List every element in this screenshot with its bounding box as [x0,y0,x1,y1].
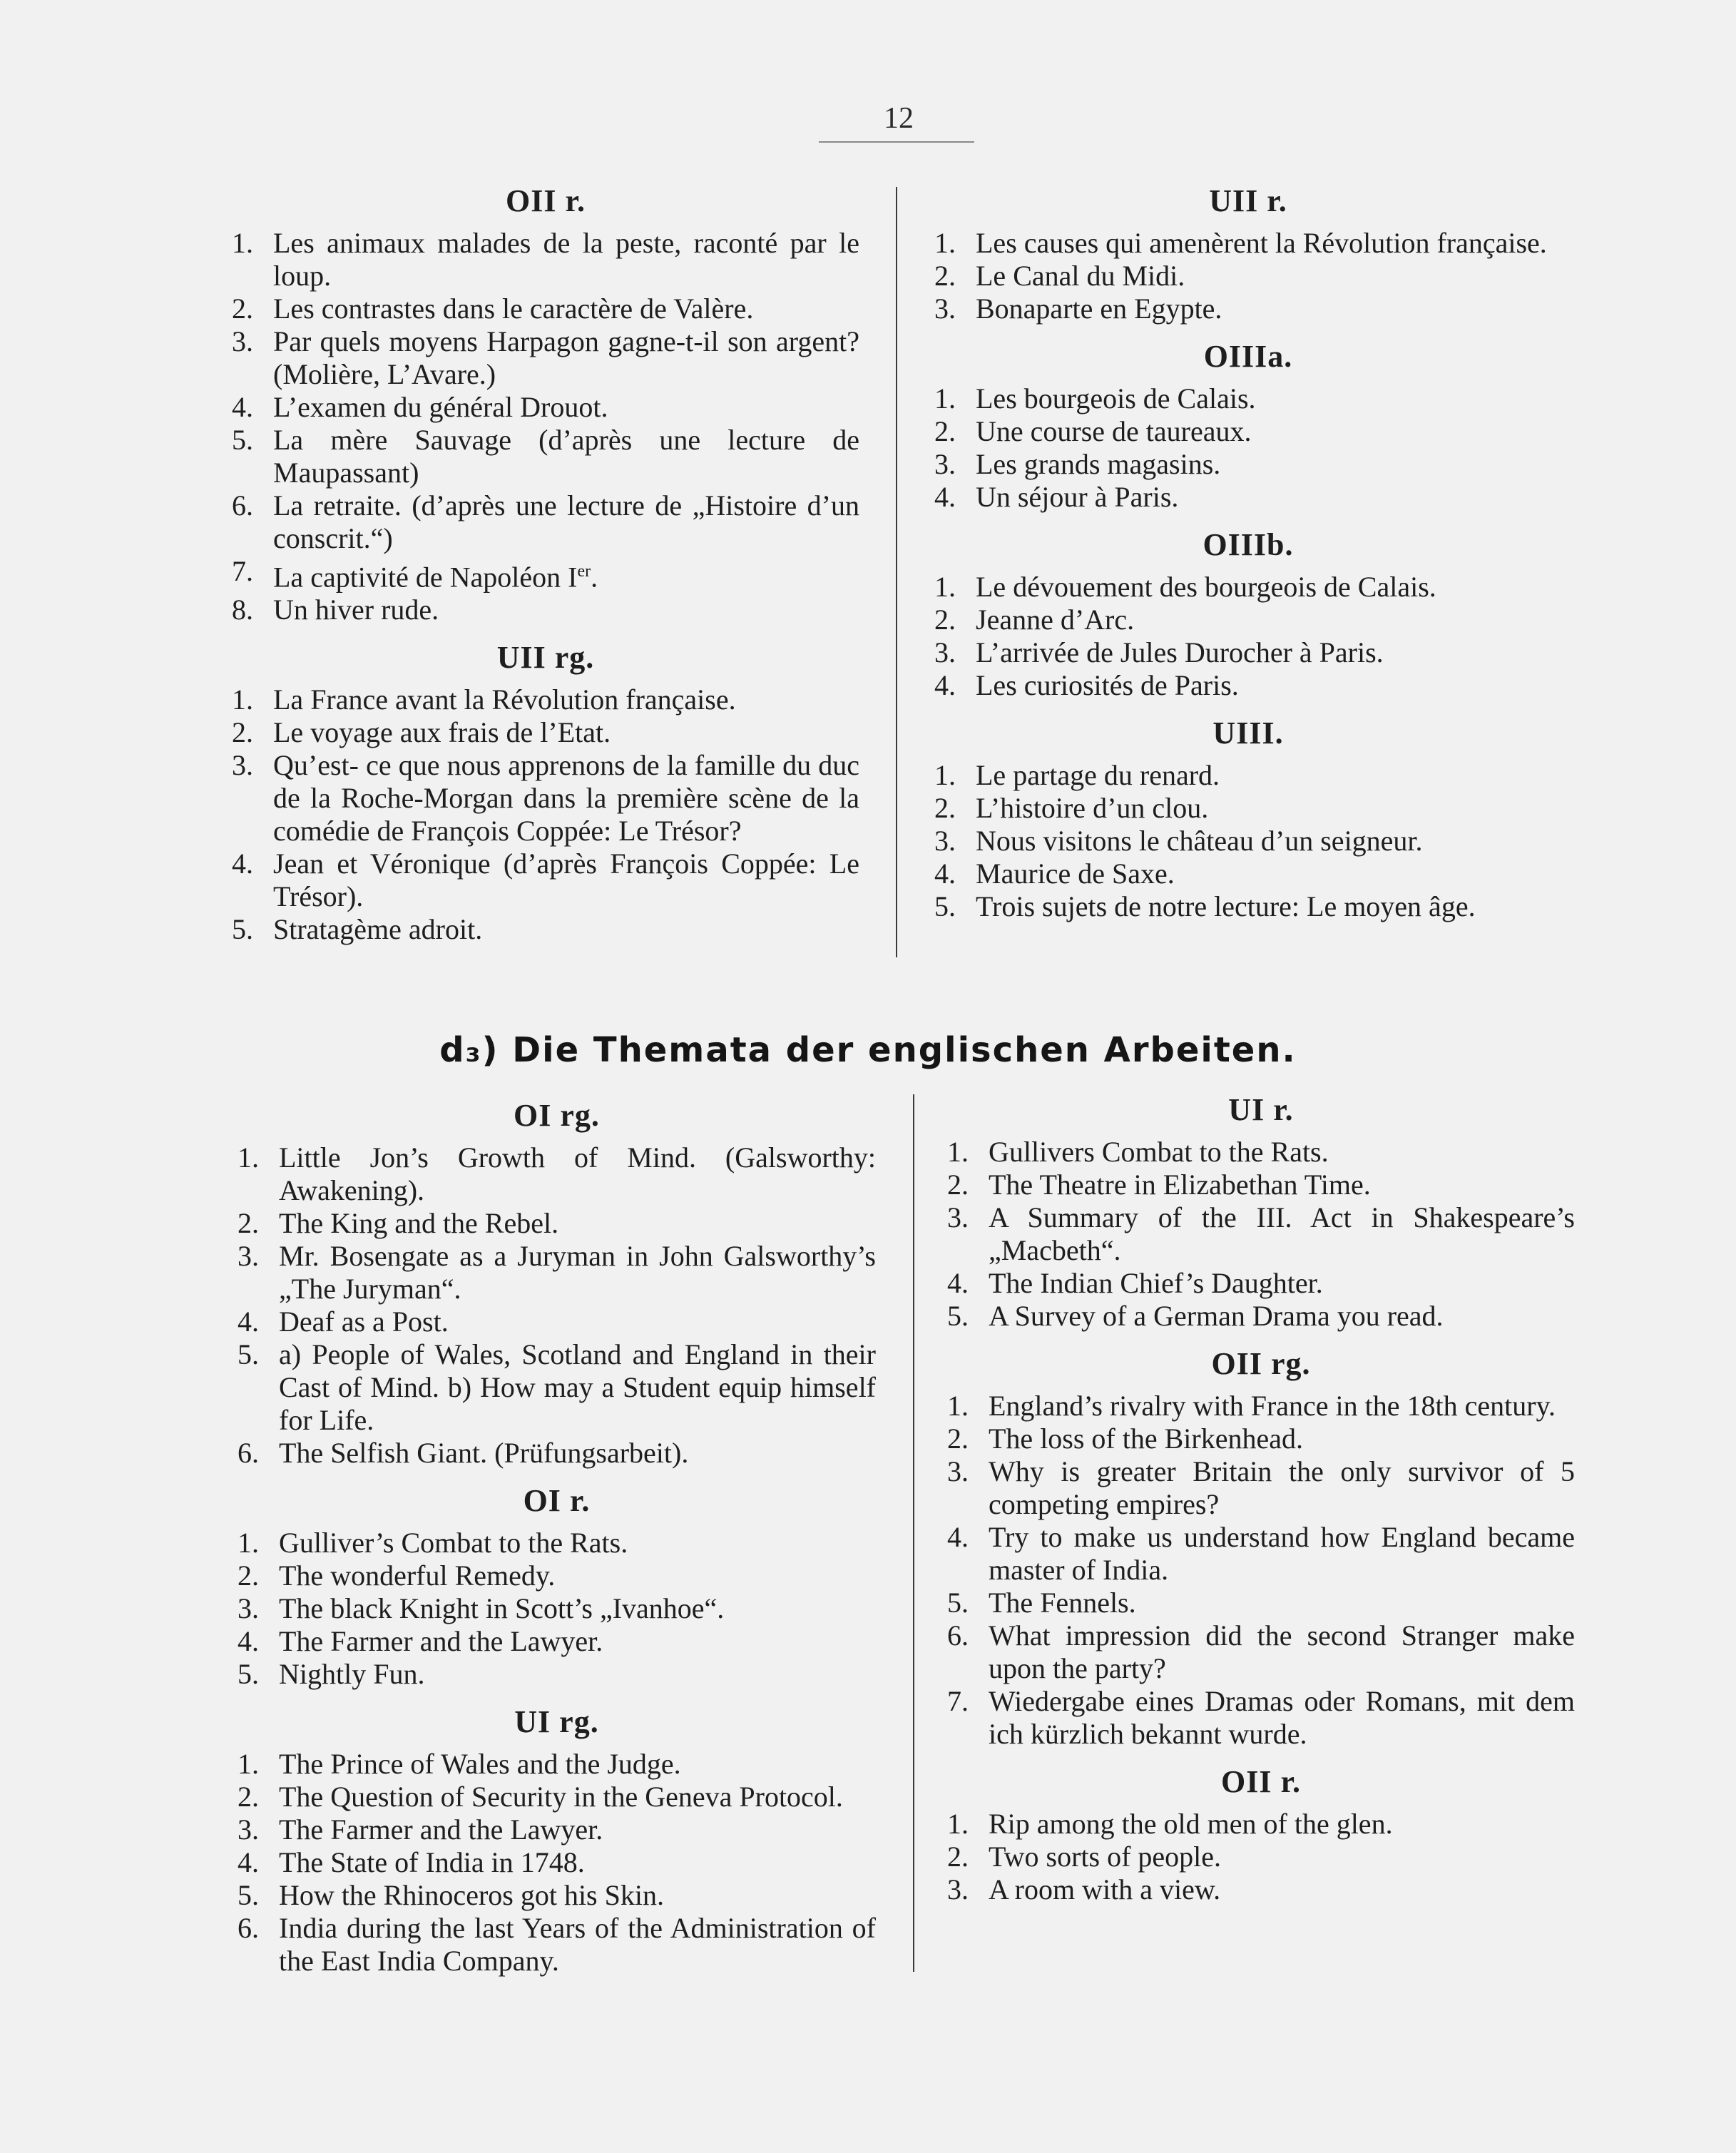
item-text [273,424,859,489]
item-text [976,260,1562,292]
item-text-value: Two sorts of people. [989,1841,1222,1873]
item-number: 2. [947,1422,969,1455]
item-number: 4. [232,848,253,880]
item-text [976,636,1562,669]
item-text-value: The Theatre in Elizabethan Time. [989,1169,1371,1201]
item-text [989,1685,1575,1751]
item-number: 3. [238,1592,259,1624]
item-text [273,391,859,424]
section-gap [238,1691,876,1701]
item-number: 1. [238,1141,259,1174]
english-section-title: d₃) Die Themata der englischen Arbeiten. [439,1030,1297,1070]
list-item [232,227,859,292]
item-number: 1. [947,1390,969,1422]
list-item [947,1685,1575,1751]
item-text-value: L’examen du général Drouot. [273,391,608,423]
item-number: 6. [238,1912,259,1944]
item-text-value: Deaf as a Post. [279,1305,449,1338]
item-text-value: La mère Sauvage (d’après une lecture de Maupassant) [273,424,859,489]
item-text [273,913,859,946]
item-number: 2. [238,1559,259,1592]
item-text [976,382,1562,415]
section-gap [232,626,859,636]
item-number: 3. [947,1455,969,1487]
item-number: 3. [238,1240,259,1272]
list-item [947,1201,1575,1267]
item-text-value: England’s rivalry with France in the 18th century. [989,1390,1556,1422]
item-text-value: The Question of Security in the Geneva Protocol. [279,1781,843,1813]
column-divider [896,187,897,957]
list-item [238,1141,876,1207]
item-number: 5. [238,1338,259,1370]
item-text [273,683,859,716]
list-item [934,825,1562,857]
item-text-value: Par quels moyens Harpagon gagne-t-il son argent? (Molière, L’Avare.) [273,325,859,390]
item-text-value: Les curiosités de Paris. [976,669,1239,701]
list-item [232,555,859,594]
list-item [238,1305,876,1338]
item-text [989,1267,1575,1300]
item-text [976,292,1562,325]
item-text-value: The Farmer and the Lawyer. [279,1625,603,1657]
item-number: 4. [947,1267,969,1299]
list-item [934,448,1562,481]
list-item [934,571,1562,604]
item-text [989,1521,1575,1587]
item-number: 1. [238,1527,259,1559]
section-heading: UI rg. [514,1704,599,1739]
item-number: 3. [232,325,253,357]
list-item [238,1592,876,1625]
list-item [238,1437,876,1470]
item-number: 5. [238,1658,259,1690]
item-text-value: Bonaparte en Egypte. [976,292,1222,325]
item-number: 7. [232,555,253,587]
section-heading: OIIIb. [1203,527,1294,562]
item-text [989,1808,1575,1841]
item-text [279,1559,876,1592]
item-text-value: Mr. Bosengate as a Juryman in John Galsworthy’s „The Juryman“. [279,1240,876,1305]
list-item [947,1300,1575,1333]
item-text-value: La France avant la Révolution française. [273,683,736,716]
item-number: 5. [232,424,253,456]
item-text-value: Gulliver’s Combat to the Rats. [279,1527,628,1559]
item-number: 4. [232,391,253,423]
item-text [279,1879,876,1912]
list-item [947,1267,1575,1300]
item-text-value: A Survey of a German Drama you read. [989,1300,1444,1332]
list-item [934,890,1562,923]
item-text-value: La retraite. (d’après une lecture de „Histoire d’un conscrit.“) [273,489,859,554]
section-heading: OIIIa. [1203,339,1293,374]
item-number: 3. [232,749,253,782]
item-number: 3. [934,825,956,857]
item-text-value: Gullivers Combat to the Rats. [989,1136,1329,1168]
section-gap [934,325,1562,335]
list-item [232,913,859,946]
item-number: 1. [934,571,956,603]
item-number: 5. [238,1879,259,1911]
item-text-value: Rip among the old men of the glen. [989,1808,1393,1840]
list-item [934,669,1562,702]
page-number-rule [819,141,974,143]
list-item [947,1455,1575,1521]
item-text [279,1625,876,1658]
item-number: 2. [934,604,956,636]
item-number: 4. [947,1521,969,1553]
item-number: 6. [947,1619,969,1651]
item-text-value: Jeanne d’Arc. [976,604,1135,636]
item-number: 4. [238,1625,259,1657]
item-text [279,1912,876,1978]
item-text-value: The Farmer and the Lawyer. [279,1813,603,1846]
item-text [273,716,859,749]
section-heading: UII r. [1209,183,1287,218]
item-text-value: a) People of Wales, Scotland and England in their Cast of Mind. b) How may a Student equip himself for Life. [279,1338,876,1436]
list-item [934,260,1562,292]
item-text-value: The Selfish Giant. (Prüfungsarbeit). [279,1437,689,1469]
item-text-value: Little Jon’s Growth of Mind. (Galsworthy: Awakening). [279,1141,876,1206]
item-text [976,415,1562,448]
item-text [989,1873,1575,1906]
item-text [976,481,1562,514]
item-text-value: Trois sujets de notre lecture: Le moyen âge. [976,890,1476,922]
item-number: 6. [238,1437,259,1469]
item-number: 1. [934,382,956,414]
list-item [947,1169,1575,1201]
item-text-value: La captivité de Napoléon I [273,561,578,594]
item-text [976,669,1562,702]
item-number: 3. [947,1873,969,1905]
item-text [989,1300,1575,1333]
list-item [947,1841,1575,1873]
item-text-value: Maurice de Saxe. [976,857,1175,890]
item-text [279,1846,876,1879]
section-heading: UI r. [1228,1092,1294,1127]
item-text-value: Une course de taureaux. [976,415,1252,447]
item-text [279,1305,876,1338]
item-text [989,1455,1575,1521]
item-text-value: Le partage du renard. [976,759,1220,791]
item-number: 4. [934,481,956,513]
item-text-value: Stratagème adroit. [273,913,483,946]
item-text [279,1338,876,1437]
item-text [279,1781,876,1813]
item-text [976,448,1562,481]
list-item [238,1240,876,1305]
section-heading: UIII. [1212,716,1284,750]
item-number: 2. [934,260,956,292]
item-number: 3. [238,1813,259,1846]
item-number: 2. [238,1781,259,1813]
item-text [273,594,859,626]
item-text [273,848,859,913]
item-number: 2. [934,792,956,824]
item-text-value: Le Canal du Midi. [976,260,1185,292]
item-text [989,1169,1575,1201]
item-number: 1. [934,227,956,259]
item-text [273,555,859,594]
item-text [989,1619,1575,1685]
list-item [238,1879,876,1912]
list-item [232,749,859,848]
list-item [947,1521,1575,1587]
section-gap [947,1751,1575,1761]
list-item [934,792,1562,825]
list-item [934,636,1562,669]
section-gap [947,1333,1575,1343]
section-heading: OII r. [506,183,586,218]
item-text [279,1240,876,1305]
list-item [238,1527,876,1559]
item-text-value: The Prince of Wales and the Judge. [279,1748,681,1780]
item-text-value: Les causes qui amenèrent la Révolution française. [976,227,1547,259]
superscript: er [577,562,591,581]
list-item [238,1748,876,1781]
list-item [238,1625,876,1658]
item-text-value: The State of India in 1748. [279,1846,585,1878]
item-text-value: Jean et Véronique (d’après François Coppée: Le Trésor). [273,848,859,913]
english-right-column [947,1089,1575,1916]
item-text [279,1592,876,1625]
item-number: 1. [232,683,253,716]
item-text [279,1141,876,1207]
item-text [273,325,859,391]
item-text-value: How the Rhinoceros got his Skin. [279,1879,664,1911]
item-text [976,227,1562,260]
item-text-value: Un hiver rude. [273,594,439,626]
item-number: 3. [934,448,956,480]
list-item [934,292,1562,325]
item-text-value: Nightly Fun. [279,1658,425,1690]
list-item [232,424,859,489]
item-text [273,292,859,325]
item-text-value: A room with a view. [989,1873,1221,1905]
section-heading: OI r. [523,1483,591,1518]
list-item [947,1422,1575,1455]
french-left-column [232,180,859,956]
item-text-value: Try to make us understand how England became master of India. [989,1521,1575,1586]
item-text-value: India during the last Years of the Administration of the East India Company. [279,1912,876,1977]
list-item [934,759,1562,792]
item-text [279,1207,876,1240]
list-item [238,1559,876,1592]
superscript-tail: . [591,561,598,594]
item-text [279,1748,876,1781]
item-text [989,1841,1575,1873]
list-item [934,415,1562,448]
list-item [232,391,859,424]
item-text [976,890,1562,923]
list-item [232,292,859,325]
section-gap [934,923,1562,933]
item-text [989,1201,1575,1267]
item-text-value: The King and the Rebel. [279,1207,559,1239]
item-text [976,759,1562,792]
item-number: 2. [232,292,253,325]
item-text-value: Les bourgeois de Calais. [976,382,1256,414]
item-number: 7. [947,1685,969,1717]
list-item [934,604,1562,636]
list-item [238,1781,876,1813]
item-text [989,1587,1575,1619]
item-text [273,227,859,292]
section-heading: OII rg. [1211,1346,1311,1381]
item-number: 8. [232,594,253,626]
item-text-value: Les animaux malades de la peste, raconté par le loup. [273,227,859,292]
item-number: 4. [238,1305,259,1338]
item-text-value: What impression did the second Stranger make upon the party? [989,1619,1575,1684]
section-heading: UII rg. [496,640,595,676]
list-item [238,1813,876,1846]
item-text [989,1136,1575,1169]
item-text-value: A Summary of the III. Act in Shakespeare’s „Macbeth“. [989,1201,1575,1266]
item-number: 6. [232,489,253,521]
item-text [976,571,1562,604]
item-text-value: The Fennels. [989,1587,1136,1619]
list-item [238,1338,876,1437]
item-number: 1. [238,1748,259,1780]
list-item [232,325,859,391]
item-text [976,825,1562,857]
item-text [273,749,859,848]
item-number: 2. [232,716,253,749]
section-gap [934,514,1562,524]
list-item [232,489,859,555]
item-number: 4. [238,1846,259,1878]
item-number: 3. [947,1201,969,1233]
item-text-value: Why is greater Britain the only survivor of 5 competing empires? [989,1455,1575,1520]
item-number: 1. [947,1808,969,1840]
section-heading: OII r. [1221,1764,1301,1799]
item-text-value: Le dévouement des bourgeois de Calais. [976,571,1436,603]
list-item [947,1390,1575,1422]
item-text [279,1437,876,1470]
section-gap [238,1470,876,1480]
section-gap [238,1978,876,1987]
item-text-value: Qu’est- ce que nous apprenons de la famille du duc de la Roche-Morgan dans la première scène de la comédie de François Coppée: Le Trésor? [273,749,859,848]
list-item [947,1587,1575,1619]
item-number: 5. [947,1587,969,1619]
item-number: 2. [947,1169,969,1201]
item-number: 3. [934,636,956,668]
item-number: 1. [947,1136,969,1168]
item-number: 2. [947,1841,969,1873]
item-number: 5. [232,913,253,946]
item-number: 4. [934,669,956,701]
list-item [238,1912,876,1978]
item-number: 3. [934,292,956,325]
item-text-value: L’arrivée de Jules Durocher à Paris. [976,636,1384,668]
item-text-value: The black Knight in Scott’s „Ivanhoe“. [279,1592,725,1624]
list-item [232,848,859,913]
item-number: 2. [934,415,956,447]
item-text-value: L’histoire d’un clou. [976,792,1209,824]
item-text [976,604,1562,636]
list-item [238,1846,876,1879]
item-text-value: Un séjour à Paris. [976,481,1179,513]
list-item [947,1873,1575,1906]
item-text-value: Nous visitons le château d’un seigneur. [976,825,1423,857]
item-number: 5. [934,890,956,922]
item-number: 1. [232,227,253,259]
list-item [232,716,859,749]
section-gap [947,1906,1575,1916]
page-number: 12 [884,102,914,135]
item-number: 2. [238,1207,259,1239]
list-item [934,857,1562,890]
item-text-value: Les grands magasins. [976,448,1221,480]
list-item [238,1658,876,1691]
list-item [947,1808,1575,1841]
item-text [279,1658,876,1691]
list-item [232,594,859,626]
item-text [279,1527,876,1559]
item-number: 1. [934,759,956,791]
item-text-value: Wiedergabe eines Dramas oder Romans, mit dem ich kürzlich bekannt wurde. [989,1685,1575,1750]
item-text [976,857,1562,890]
list-item [934,227,1562,260]
list-item [947,1619,1575,1685]
section-gap [232,946,859,956]
list-item [232,683,859,716]
list-item [238,1207,876,1240]
item-text [279,1813,876,1846]
list-item [947,1136,1575,1169]
section-gap [934,702,1562,712]
item-text [273,489,859,555]
list-item [934,382,1562,415]
item-text-value: Le voyage aux frais de l’Etat. [273,716,611,749]
item-text-value: The Indian Chief’s Daughter. [989,1267,1323,1299]
english-left-column [238,1094,876,1987]
item-text-value: The loss of the Birkenhead. [989,1422,1303,1455]
section-heading: OI rg. [514,1098,600,1133]
item-text [989,1422,1575,1455]
item-text-value: Les contrastes dans le caractère de Valère. [273,292,754,325]
item-text [989,1390,1575,1422]
list-item [934,481,1562,514]
column-divider [913,1094,914,1972]
item-text [976,792,1562,825]
french-right-column [934,180,1562,933]
item-number: 5. [947,1300,969,1332]
item-text-value: The wonderful Remedy. [279,1559,556,1592]
item-number: 4. [934,857,956,890]
